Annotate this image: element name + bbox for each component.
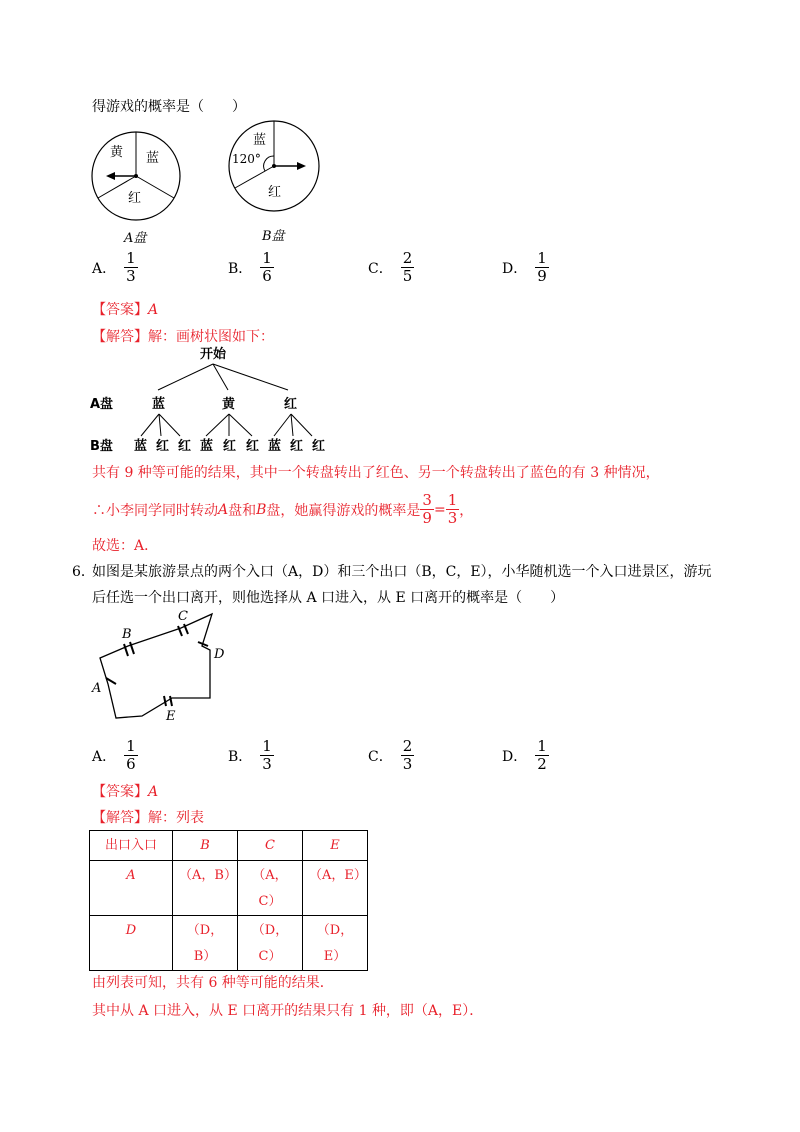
q6-line2: 其中从 A 口进入，从 E 口离开的结果只有 1 种，即（A，E）． (92, 1003, 484, 1019)
q6-option-b[interactable]: B． $\frac{1}{3}$ (228, 737, 272, 773)
tree-diagram (88, 342, 338, 454)
table-row: D （D， B） （D， C） （D，E） (90, 916, 368, 971)
table-corner: 出口入口 (90, 831, 173, 861)
tree-row-b-label: B盘 (90, 439, 113, 454)
q5-option-a[interactable]: A． $\frac{1}{3}$ (92, 249, 136, 285)
svg-text:红: 红 (223, 439, 237, 454)
q5-line2: ∴小李同学同时转动 A 盘和 B 盘，她赢得游戏的概率是 $\frac{3}{9}$ = $\frac{1}{3}$ ， (92, 491, 474, 527)
q6-option-d[interactable]: D． $\frac{1}{2}$ (502, 737, 547, 773)
svg-text:红: 红 (312, 439, 326, 454)
q6-line1: 由列表可知，共有 6 种等可能的结果． (92, 975, 334, 991)
tree-l1-2: 红 (284, 397, 298, 412)
q5-analysis: 【解答】解：画树状图如下： (92, 329, 274, 345)
map-label-a: A (92, 681, 102, 696)
svg-text:红: 红 (290, 439, 304, 454)
q6-stem-line1: 如图是某旅游景点的两个入口（A，D）和三个出口（B，C，E），小华随机选一个入口进景区，游玩 (92, 564, 712, 580)
spinner-b-red: 红 (268, 185, 282, 200)
q5-stem-tail: 得游戏的概率是（ ） (92, 99, 246, 115)
spinner-b-angle: 120° (232, 152, 261, 166)
spinner-a (90, 130, 182, 222)
table-col-b: B (173, 831, 238, 861)
svg-text:红: 红 (156, 439, 170, 454)
q6-analysis: 【解答】解：列表 (92, 810, 204, 826)
q6-stem-line2: 后任选一个出口离开，则他选择从 A 口进入，从 E 口离开的概率是（ ） (92, 590, 565, 606)
outcome-table (89, 830, 368, 971)
q6-option-c[interactable]: C． $\frac{2}{3}$ (368, 737, 413, 773)
map-label-e: E (166, 709, 176, 724)
q6-option-a[interactable]: A． $\frac{1}{6}$ (92, 737, 136, 773)
map-label-d: D (214, 647, 225, 662)
q5-option-d[interactable]: D． $\frac{1}{9}$ (502, 249, 547, 285)
q6-number: 6． (72, 564, 95, 580)
map-label-b: B (122, 627, 132, 642)
spinner-b-caption: B盘 (262, 229, 285, 244)
svg-text:红: 红 (246, 439, 260, 454)
tree-root: 开始 (200, 347, 227, 362)
q5-line1: 共有 9 种等可能的结果，其中一个转盘转出了红色、另一个转盘转出了蓝色的有 3 种情况， (92, 465, 660, 481)
q5-conclusion: 故选：A． (92, 538, 159, 554)
scenic-map (86, 606, 226, 728)
spinner-a-red: 红 (128, 191, 142, 206)
q5-option-c[interactable]: C． $\frac{2}{5}$ (368, 249, 413, 285)
q5-option-b[interactable]: B． $\frac{1}{6}$ (228, 249, 272, 285)
spinner-a-caption: A盘 (124, 231, 147, 246)
q6-answer: 【答案】A (92, 784, 159, 800)
spinner-a-yellow: 黄 (110, 145, 124, 160)
svg-text:蓝: 蓝 (134, 439, 148, 454)
svg-text:蓝: 蓝 (268, 439, 282, 454)
tree-l1-1: 黄 (222, 397, 236, 412)
map-label-c: C (178, 609, 188, 624)
table-col-c: C (238, 831, 303, 861)
svg-text:蓝: 蓝 (200, 439, 214, 454)
q5-answer: 【答案】A (92, 302, 159, 318)
tree-l1-0: 蓝 (152, 397, 166, 412)
spinner-b (226, 118, 322, 214)
spinner-b-blue: 蓝 (253, 133, 267, 148)
tree-row-a-label: A盘 (90, 397, 114, 412)
table-col-e: E (303, 831, 368, 861)
table-row: A （A，B） （A， C） （A，E） (90, 861, 368, 916)
svg-text:红: 红 (178, 439, 192, 454)
spinner-a-blue: 蓝 (146, 151, 160, 166)
